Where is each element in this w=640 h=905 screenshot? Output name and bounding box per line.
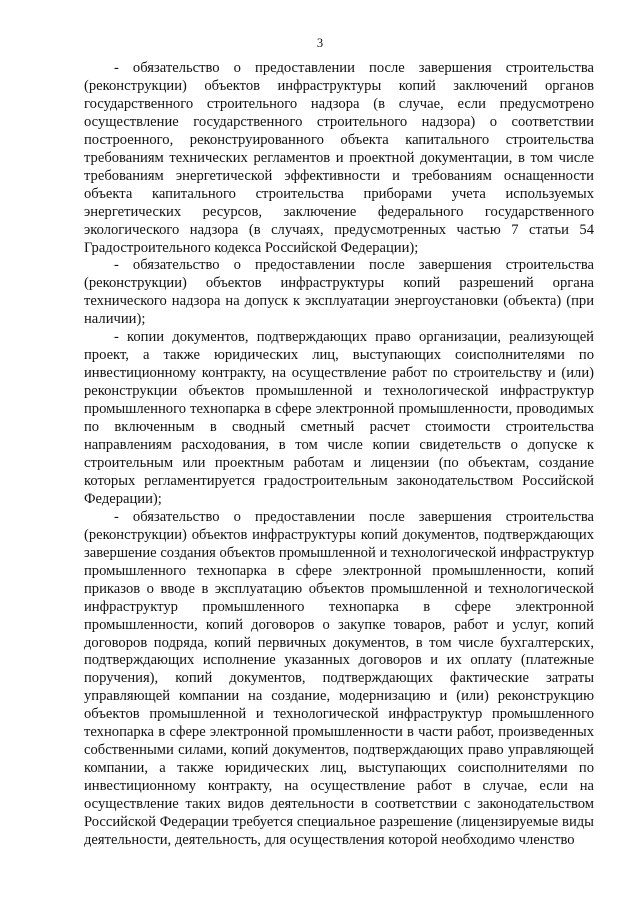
document-body — [84, 60, 594, 850]
paragraph-copies-of-rights-documents: - копии документов, подтверждающих право организации, реализующей проект, а также юридических лиц, выступающих соисполнителями по инвестиционному контракту, на осуществление работ по строительству и (или) реконструкции объектов промышленной и технологической инфраструктур промышленного технопарка в сфере электронной промышленности, проводимых по включенным в сводный сметный расчет стоимости строительства направлениям расходования, в том числе копии свидетельств о допуске к строительным или проектным работам и лицензии (по объектам, создание которых регламентируется градостроительным законодательством Российской Федерации); — [84, 329, 594, 507]
paragraph-obligation-completion-documents: - обязательство о предоставлении после завершения строительства (реконструкции) объектов инфраструктуры копий документов, подтверждающих завершение создания объектов промышленной и технологической инфраструктур промышленного технопарка в сфере электронной промышленности, копий приказов о вводе в эксплуатацию объектов промышленной и технологической инфраструктур промышленного технопарка в сфере электронной промышленности, копий договоров о закупке товаров, работ и услуг, копий договоров подряда, копий первичных документов, в том числе бухгалтерских, подтверждающих исполнение указанных договоров и их оплату (платежные поручения), копий документов, подтверждающих фактические затраты управляющей компании на создание, модернизацию и (или) реконструкцию объектов промышленной и технологической инфраструктур промышленного технопарка в сфере электронной промышленности в части работ, произведенных собственными силами, копий документов, подтверждающих право управляющей компании, а также юридических лиц, выступающих соисполнителями по инвестиционному контракту, на осуществление работ в случае, если на осуществление таких видов деятельности в соответствии с законодательством Российской Федерации требуется специальное разрешение (лицензируемые виды деятельности, деятельность, для осуществления которой необходимо членство — [84, 508, 594, 848]
paragraph-obligation-energy-permits: - обязательство о предоставлении после завершения строительства (реконструкции) объектов инфраструктуры копий разрешений органа технического надзора на допуск к эксплуатации энергоустановки (объекта) (при наличии); — [84, 257, 594, 328]
paragraph-obligation-supervision-conclusions: - обязательство о предоставлении после завершения строительства (реконструкции) объектов инфраструктуры копий заключений органов государственного строительного надзора (в случае, если предусмотрено осуществление государственного строительного надзора) о соответствии построенного, реконструированного объекта капитального строительства требованиям технических регламентов и проектной документации, в том числе требованиям энергетической эффективности и требованиям оснащенности объекта капитального строительства приборами учета используемых энергетических ресурсов, заключение федерального государственного экологического надзора (в случаях, предусмотренных частью 7 статьи 54 Градостроительного кодекса Российской Федерации); — [84, 60, 594, 256]
page-number: 3 — [316, 36, 324, 50]
